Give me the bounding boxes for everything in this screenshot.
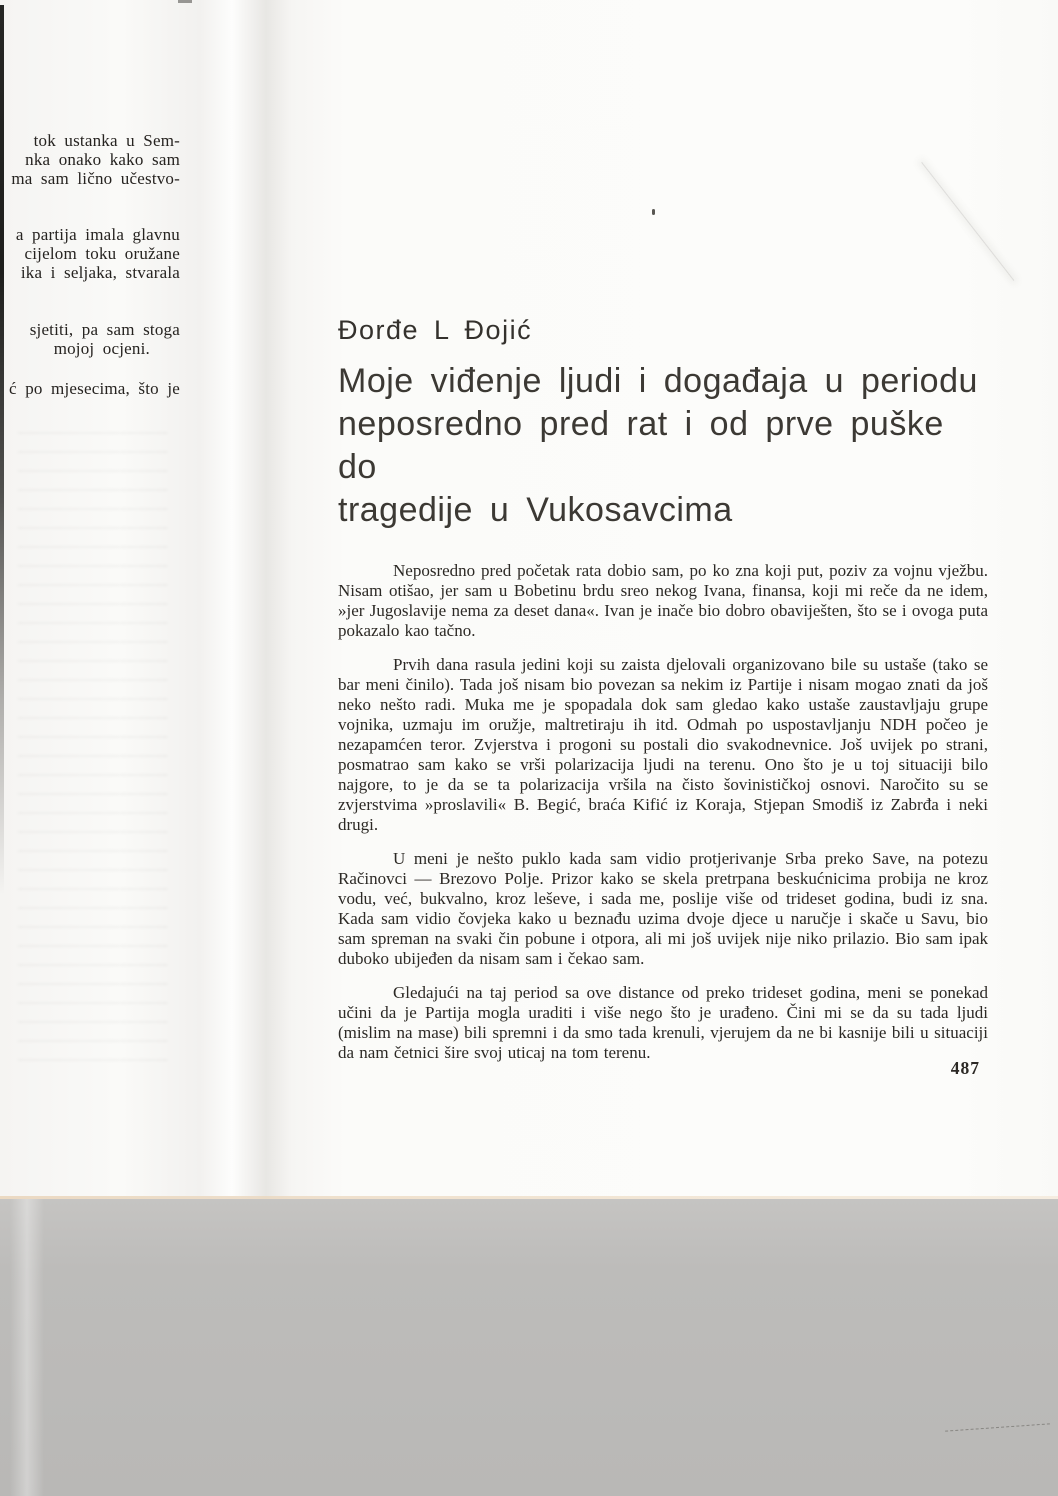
article-title [338, 360, 988, 532]
left-page-text-line: sjetiti, pa sam stoga [29, 320, 180, 339]
text-bleedthrough [18, 432, 168, 1072]
scanner-background [0, 1199, 1058, 1496]
title-line: tragedije u Vukosavcima [338, 490, 733, 529]
article-body [338, 561, 988, 1063]
body-paragraph: Prvih dana rasula jedini koji su zaista djelovali organizovano bile su ustaše (tako se bar meni činilo). Tada još nisam bio povezan sa nekim iz Partije i nisam mogao znati da još neko nešto radi. Muka me je spopadala dok sam gledao kako ustaše zaustavljaju grupe vojnika, uzmaju im oružje, maltretiraju ih itd. Odmah po uspostavljanju NDH počeo je nezapamćen teror. Zvjerstva i progoni su postali dio svakodnevnice. Još uvijek po strani, posmatrao sam kako se vrši polarizacija ljudi na terenu. Ono što je u toj situaciji bilo najgore, to je da se ta polarizacija vršila na čisto šovinističkoj osnovi. Naročito su se zvjerstvima »proslavili« B. Begić, braća Kifić iz Koraja, Stjepan Smodiš iz Zabrđa i neki drugi. [338, 654, 988, 834]
scan-speck [178, 0, 192, 3]
left-page-text-line: tok ustanka u Sem- [33, 131, 180, 150]
page-number: 487 [950, 1058, 980, 1078]
scratch-mark [945, 1423, 1050, 1431]
article-content [338, 316, 988, 1077]
left-page-fragment [0, 131, 180, 398]
body-paragraph: Neposredno pred početak rata dobio sam, po ko zna koji put, poziv za vojnu vježbu. Nisam otišao, jer sam u Bobetinu brdu sreo nekog Ivana, finansa, koji mi reče da ne idem, »jer Jugoslavije nema za deset dana«. Ivan je inače bio dobro obaviješten, što se i ovoga puta pokazalo kao tačno. [338, 560, 988, 640]
left-page-text-line: a partija imala glavnu [15, 225, 180, 244]
body-paragraph: Gledajući na taj period sa ove distance od preko trideset godina, meni se ponekad učini da je Partija mogla uraditi i više nego što je urađeno. Čini mi se da su tada ljudi (mislim na mase) bili spremni i da smo tada krenuli, vjerujem da ne bi kasnije bili u situaciji da nam četnici šire svoj uticaj na tom terenu. [338, 982, 988, 1062]
body-paragraph: U meni je nešto puklo kada sam vidio protjerivanje Srba preko Save, na potezu Račinovci — Brezovo Polje. Prizor kako se skela pretrpana beskućnicima probija ne kroz vodu, već, bukvalno, kroz leševe, i sada me, poslije više od trideset godina, budi iz sna. Kada sam vidio čovjeka kako u beznađu uzima dvoje djece u naručje i skače u Savu, bio sam spreman na svaki čin pobune i otpora, ali mi još uvijek nije niko prilazio. Bio sam ipak duboko ubijeđen da nisam sam i čekao sam. [338, 848, 988, 968]
left-page-text-line: ika i seljaka, stvarala [20, 263, 180, 282]
left-page-text-line: ć po mjesecima, što je [9, 379, 180, 398]
fragment-paragraph [0, 320, 180, 358]
fragment-paragraph [0, 225, 180, 282]
fragment-paragraph [0, 379, 180, 398]
scanner-streak [10, 1199, 44, 1496]
fragment-paragraph [0, 131, 180, 188]
title-line: neposredno pred rat i od prve puške do [338, 404, 944, 486]
left-page-text-line: ma sam lično učestvo- [11, 169, 180, 188]
left-page-text-line: cijelom toku oružane [24, 244, 180, 263]
ink-speck [652, 209, 655, 215]
left-page-text-line: mojoj ocjeni. [53, 339, 150, 358]
title-line: Moje viđenje ljudi i događaja u periodu [338, 361, 978, 400]
author-name: Đorđe L Đojić [338, 315, 533, 345]
left-page-text-line: nka onako kako sam [25, 150, 180, 169]
